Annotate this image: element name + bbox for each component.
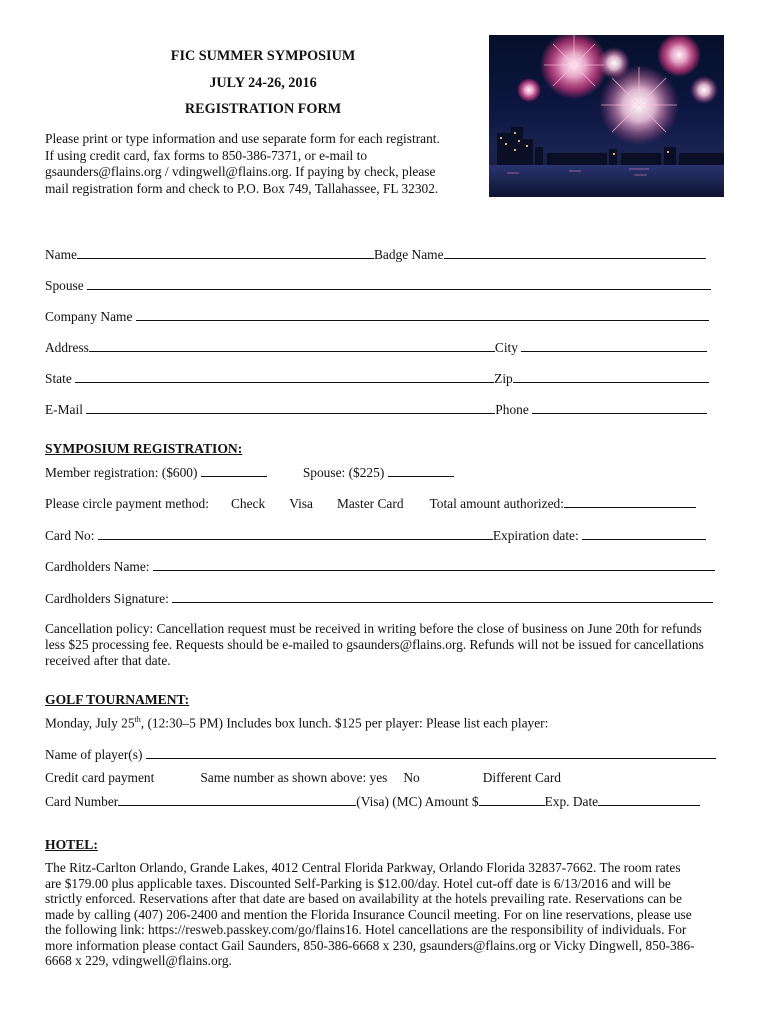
name-input[interactable] xyxy=(77,246,374,259)
spouse-input[interactable] xyxy=(87,277,711,290)
registration-fee-row xyxy=(45,464,454,482)
member-registration-label: Member registration: ($600) xyxy=(45,465,198,480)
cancellation-line: less $25 processing fee. Requests should be e-mailed to gsaunders@flains.org. Refunds will not be issued for cancellations xyxy=(45,637,704,652)
hotel-line: the following link: https://resweb.passkey.com/go/flains16. Hotel cancellations are the responsibility of individuals. For xyxy=(45,922,687,937)
total-amount-input[interactable] xyxy=(564,495,696,508)
city-label: City xyxy=(494,340,518,355)
visa-mc-amount-label: (Visa) (MC) Amount $ xyxy=(356,794,479,809)
golf-heading: GOLF TOURNAMENT: xyxy=(45,692,190,707)
intro-line: Please print or type information and use separate form for each registrant. xyxy=(45,131,440,146)
golf-payment-row xyxy=(45,770,561,788)
payment-option-mastercard[interactable]: Master Card xyxy=(336,496,404,511)
symposium-heading: SYMPOSIUM REGISTRATION: xyxy=(45,441,243,456)
member-registration-input[interactable] xyxy=(201,464,267,477)
spouse-fee-label: Spouse: ($225) xyxy=(302,465,385,480)
exp-date-label: Exp. Date xyxy=(544,794,599,809)
company-name-input[interactable] xyxy=(136,308,709,321)
spouse-row xyxy=(45,277,711,295)
hotel-info xyxy=(45,860,735,969)
spouse-label: Spouse xyxy=(45,278,84,293)
name-row xyxy=(45,246,706,264)
credit-card-payment-label: Credit card payment xyxy=(45,770,155,785)
exp-date-input[interactable] xyxy=(598,793,700,806)
hotel-line: The Ritz-Carlton Orlando, Grande Lakes, 4012 Central Florida Parkway, Orlando Florida 32837-7662. The room rates xyxy=(45,860,681,875)
zip-input[interactable] xyxy=(513,370,709,383)
intro-line: gsaunders@flains.org / vdingwell@flains.org. If paying by check, please xyxy=(45,164,436,179)
golf-details: , (12:30–5 PM) Includes box lunch. $125 per player: Please list each player: xyxy=(140,715,549,731)
same-number-option[interactable]: Same number as shown above: yes xyxy=(200,770,388,785)
fireworks-photo xyxy=(489,35,724,197)
cardholder-name-row xyxy=(45,558,715,576)
hotel-line: are $179.00 plus applicable taxes. Discounted Self-Parking is $12.00/day. Hotel cut-off date is 6/13/2016 and will be xyxy=(45,875,671,891)
spouse-fee-input[interactable] xyxy=(388,464,454,477)
email-input[interactable] xyxy=(86,401,495,414)
cardholders-signature-input[interactable] xyxy=(172,590,713,603)
hotel-heading: HOTEL: xyxy=(45,837,98,852)
zip-label: Zip xyxy=(494,371,513,386)
company-name-label: Company Name xyxy=(45,309,133,324)
cardholders-name-label: Cardholders Name: xyxy=(45,559,150,574)
players-row xyxy=(45,746,716,764)
badge-name-input[interactable] xyxy=(444,246,706,259)
golf-card-row xyxy=(45,793,700,811)
address-input[interactable] xyxy=(89,339,495,352)
card-number-label: Card Number xyxy=(45,794,119,809)
email-row xyxy=(45,401,707,419)
cardholder-signature-row xyxy=(45,590,713,608)
company-row xyxy=(45,308,709,326)
phone-label: Phone xyxy=(495,402,529,417)
card-no-label: Card No: xyxy=(45,528,95,543)
form-dates: JULY 24-26, 2016 xyxy=(209,75,317,91)
cardholders-name-input[interactable] xyxy=(153,558,715,571)
total-amount-label: Total amount authorized: xyxy=(429,496,564,511)
address-row xyxy=(45,339,707,357)
cancellation-line: Cancellation policy: Cancellation request must be received in writing before the close of business on June 20th for refunds xyxy=(45,621,702,636)
email-label: E-Mail xyxy=(45,402,83,417)
intro-line: mail registration form and check to P.O. Box 749, Tallahassee, FL 32302. xyxy=(45,180,439,196)
payment-method-row xyxy=(45,495,696,513)
state-input[interactable] xyxy=(75,370,494,383)
different-card-option[interactable]: Different Card xyxy=(482,770,561,785)
badge-name-label: Badge Name xyxy=(373,247,444,262)
cardholders-signature-label: Cardholders Signature: xyxy=(45,591,169,606)
cancellation-policy xyxy=(45,621,735,669)
golf-date-suffix: th xyxy=(134,715,141,724)
state-label: State xyxy=(45,371,72,386)
address-label: Address xyxy=(45,340,89,355)
cancellation-line: received after that date. xyxy=(45,653,171,668)
intro-text xyxy=(45,131,485,197)
form-title: FIC SUMMER SYMPOSIUM xyxy=(170,48,356,64)
amount-input[interactable] xyxy=(479,793,545,806)
expiration-date-label: Expiration date: xyxy=(492,528,579,543)
players-input[interactable] xyxy=(146,746,716,759)
payment-option-check[interactable]: Check xyxy=(230,496,266,511)
phone-input[interactable] xyxy=(532,401,707,414)
fireworks-image xyxy=(489,35,724,197)
expiration-date-input[interactable] xyxy=(582,527,706,540)
golf-date: Monday, July 25 xyxy=(45,715,135,731)
payment-option-visa[interactable]: Visa xyxy=(289,496,313,511)
hotel-line: 6668 x 229, vdingwell@flains.org. xyxy=(45,953,232,968)
card-number-row xyxy=(45,527,706,545)
city-input[interactable] xyxy=(521,339,707,352)
card-no-input[interactable] xyxy=(98,527,493,540)
form-subtitle: REGISTRATION FORM xyxy=(184,101,342,117)
hotel-line: more information please contact Gail Saunders, 850-386-6668 x 230, gsaunders@flains.org or Vicky Dingwell, 850-386- xyxy=(45,937,695,953)
no-option[interactable]: No xyxy=(403,770,420,785)
payment-method-label: Please circle payment method: xyxy=(45,496,209,511)
name-label: Name xyxy=(45,247,77,262)
hotel-line: made by calling (407) 206-2400 and mention the Florida Insurance Council meeting. For on line reservations, please use xyxy=(45,906,692,922)
players-label: Name of player(s) xyxy=(45,747,143,762)
intro-line: If using credit card, fax forms to 850-386-7371, or e-mail to xyxy=(45,147,368,163)
golf-description xyxy=(45,715,548,733)
state-row xyxy=(45,370,709,388)
card-number-input[interactable] xyxy=(118,793,356,806)
hotel-line: strictly enforced. Reservations after that date are based on availability at the hotels prevailing rate. Reservations can be xyxy=(45,891,682,906)
